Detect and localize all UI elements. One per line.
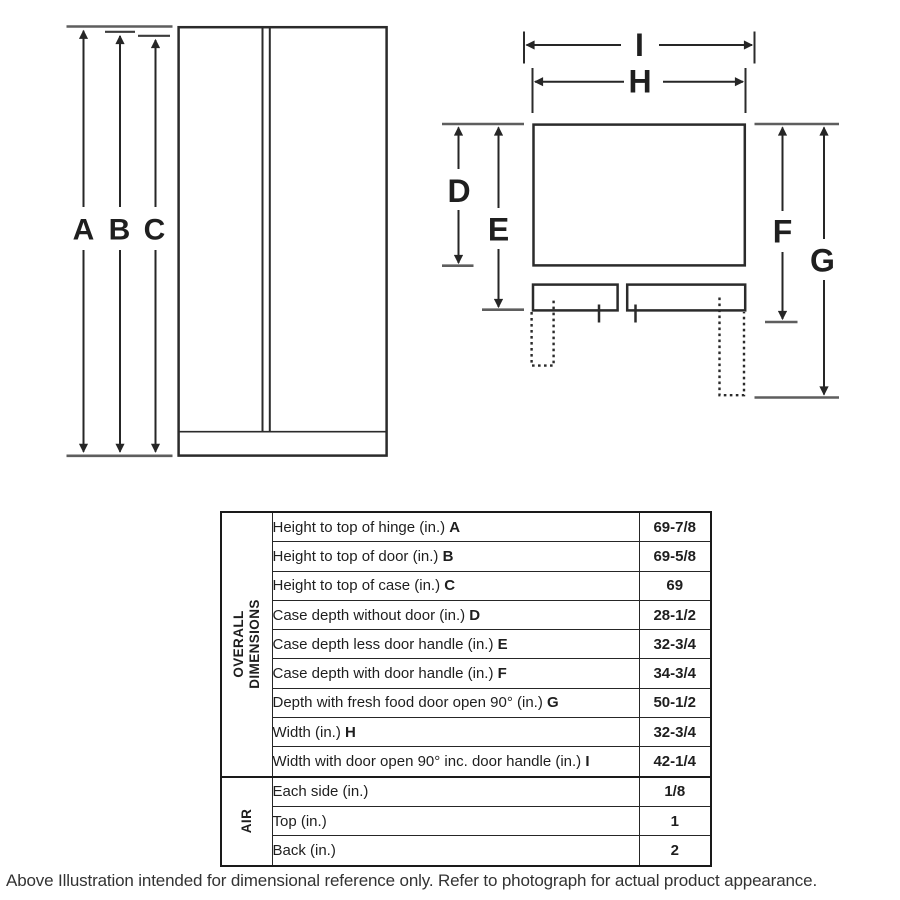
dimension-value-cell: 34-3/4 [639,659,711,688]
dimension-letter: F [497,665,507,683]
dim-label-d: D [447,173,471,209]
dimension-value-cell: 32-3/4 [639,630,711,659]
dimension-value-cell: 1/8 [639,777,711,807]
dimension-value-cell: 50-1/2 [639,688,711,717]
dimension-value-cell: 2 [639,836,711,866]
table-row [221,512,711,542]
dim-label-c: C [143,213,166,247]
dim-label-f: F [772,213,793,250]
dimension-label: Case depth with door handle (in.) [272,665,494,683]
dimension-value-cell: 69-5/8 [639,542,711,571]
dimension-letter: D [469,606,481,624]
dimension-label-cell [272,777,639,807]
table-row [221,630,711,659]
left-door-handle-projection [532,298,554,366]
dim-label-g: G [810,242,835,279]
table-row [221,659,711,688]
dimension-label: Top (in.) [272,812,327,830]
right-door-handle-projection [720,298,745,396]
left-door-top-view [533,285,618,311]
table-row [221,600,711,629]
dimension-label-cell [272,836,639,866]
dimension-label: Back (in.) [272,841,336,859]
dimension-label-cell [272,542,639,571]
table-row [221,806,711,835]
section-title-line1: AIR [238,808,254,834]
dimension-label-cell [272,806,639,835]
dimension-label-cell [272,659,639,688]
dim-label-a: A [72,213,95,247]
dimension-value-cell: 32-3/4 [639,718,711,747]
dim-label-e: E [487,211,510,248]
dim-label-i: I [635,27,644,63]
table-row [221,571,711,600]
dimension-label: Depth with fresh food door open 90° (in.) [272,694,543,712]
dimension-label-cell [272,747,639,777]
dimension-label-cell [272,630,639,659]
dimension-value-cell: 1 [639,806,711,835]
section-header-air [221,777,272,866]
dimension-label-cell [272,688,639,717]
table-row [221,836,711,866]
fridge-front-outline [179,27,387,455]
dimension-label: Case depth less door handle (in.) [272,635,494,653]
dimension-label-cell [272,600,639,629]
dim-label-h: H [628,63,652,100]
dimension-letter: G [547,694,559,712]
dimension-letter: I [585,753,590,771]
refrigerator-top-view [442,27,839,398]
section-header-overall-dimensions [221,512,272,777]
dimension-value-cell: 28-1/2 [639,600,711,629]
dim-label-b: B [108,213,131,247]
dimension-label: Width (in.) [272,723,341,741]
case-outline-top-view [534,125,745,266]
refrigerator-front-view [67,27,387,456]
table-row [221,777,711,807]
section-title-line2: DIMENSIONS [246,599,262,690]
dimension-letter: A [449,518,461,536]
dimension-label-cell [272,512,639,542]
dimension-label: Case depth without door (in.) [272,606,466,624]
dimension-label: Height to top of door (in.) [272,547,439,565]
table-row [221,542,711,571]
table-row [221,718,711,747]
dimension-letter: H [345,723,356,741]
dimension-value-cell: 69 [639,571,711,600]
dimension-label-cell [272,718,639,747]
section-title-line1: OVERALL [230,610,246,678]
dimensions-table [220,511,712,867]
dimension-letter: B [442,547,454,565]
dimension-label: Each side (in.) [272,783,369,801]
dimension-label-cell [272,571,639,600]
dimension-label: Height to top of hinge (in.) [272,518,446,536]
dimension-label: Width with door open 90° inc. door handle (in.) [272,753,582,771]
dimension-letter: E [497,635,508,653]
table-row [221,688,711,717]
table-row [221,747,711,777]
footnote-text: Above Illustration intended for dimensional reference only. Refer to photograph for actual product appearance. [6,871,818,890]
dimension-value-cell: 42-1/4 [639,747,711,777]
dimension-value-cell: 69-7/8 [639,512,711,542]
right-door-top-view [627,285,745,311]
dimension-label: Height to top of case (in.) [272,577,441,595]
dimension-letter: C [444,577,456,595]
